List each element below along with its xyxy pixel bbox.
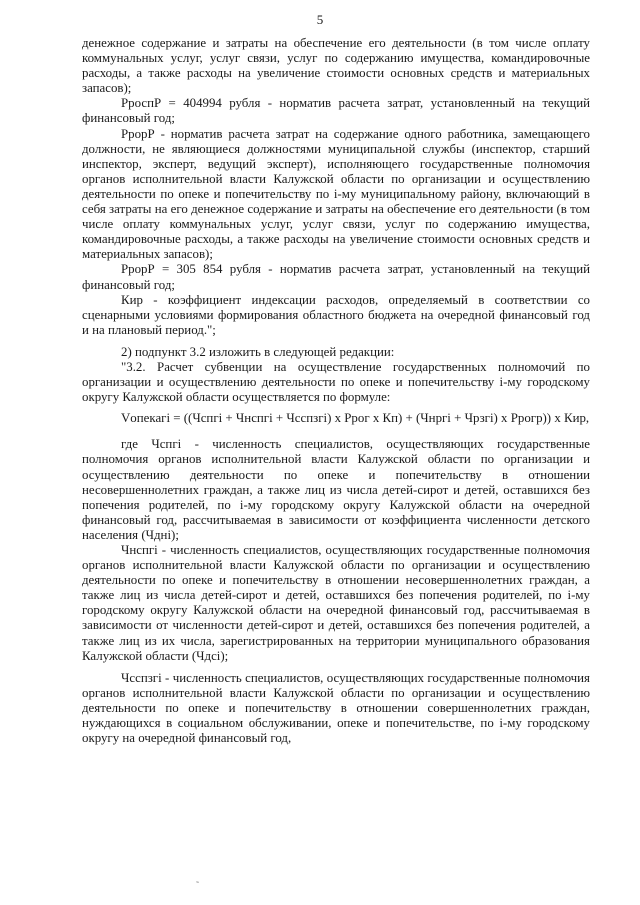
page-number: 5 <box>316 12 324 27</box>
paragraph-9: Чнспгi - численность специалистов, осуществляющих государственные полномочия органов исполнительной власти Калужской области по организации и осуществлению деятельности по опеке и попечительству в отношении несовершеннолетних граждан, а также лиц из числа детей-сирот и детей, оставшихся без попечения родителей, по i-му городскому округу Калужской области на очередной финансовый год, рассчитываемая в зависимости от численности детей-сирот и детей, оставшихся без попечения родителей, а также лиц из их числа, зарегистрированных на территории муниципального образования Калужской области (Чдсi); <box>82 543 590 663</box>
paragraph-10: Чсспзгi - численность специалистов, осуществляющих государственные полномочия органов исполнительной власти Калужской области по организации и осуществлению деятельности по опеке и попечительству в отношении совершеннолетних граждан, нуждающихся в социальном обслуживании, опеке и попечительстве, по i-му городскому округу на очередной финансовый год, <box>82 670 590 746</box>
scan-mark: ˜ <box>196 880 199 890</box>
paragraph-8: где Чспгi - численность специалистов, осуществляющих государственные полномочия органов исполнительной власти Калужской области по организации и осуществлению деятельности по опеке и попечительству в отношении несовершеннолетних граждан, а также лиц из числа детей-сирот и детей, оставшихся без попечения родителей, по i-му городскому округу Калужской области на очередной финансовый год, рассчитываемая в зависимости от коэффициента численности детского населения (Чдні); <box>82 437 590 542</box>
paragraph-6: 2) подпункт 3.2 изложить в следующей редакции: <box>121 344 395 359</box>
paragraph-3: PрорР - норматив расчета затрат на содержание одного работника, замещающего должности, не являющиеся должностями муниципальной службы (инспектор, старший инспектор, эксперт, ведущий эксперт), исполняющего государственные полномочия органов исполнительной власти Калужской области по организации и осуществлению деятельности по опеке и попечительству по i-му муниципальному району, включающий в себя затраты на его денежное содержание и затраты на обеспечение его деятельности (в том числе оплату коммунальных услуг, услуг связи, услуг по содержанию имущества, командировочные расходы, а также расходы на увеличение стоимости основных средств и материальных запасов); <box>82 126 590 262</box>
paragraph-7: "3.2. Расчет субвенции на осуществление государственных полномочий по организации и осуществлению деятельности по опеке и попечительству i-му городскому округу Калужской области осуществляется по формуле: <box>82 359 590 405</box>
formula: Vопекагi = ((Чспгi + Чнспгi + Чсспзгi) x Pрог x Кп) + (Чнргi + Чрзгi) x Pрогр)) x Кир, <box>121 411 590 426</box>
paragraph-1: денежное содержание и затраты на обеспечение его деятельности (в том числе оплату коммунальных услуг, услуг связи, услуг по содержанию имущества, командировочные расходы, а также расходы на увеличение стоимости основных средств и материальных запасов); <box>82 36 590 96</box>
paragraph-2: PроспР = 404994 рубля - норматив расчета затрат, установленный на текущий финансовый год; <box>82 96 590 126</box>
paragraph-5: Кир - коэффициент индексации расходов, определяемый в соответствии со сценарными условиями формирования областного бюджета на очередной финансовый год и на плановый период."; <box>82 292 590 337</box>
document-body <box>82 36 590 746</box>
paragraph-4: PрорР = 305 854 рубля - норматив расчета затрат, установленный на текущий финансовый год; <box>82 262 590 292</box>
